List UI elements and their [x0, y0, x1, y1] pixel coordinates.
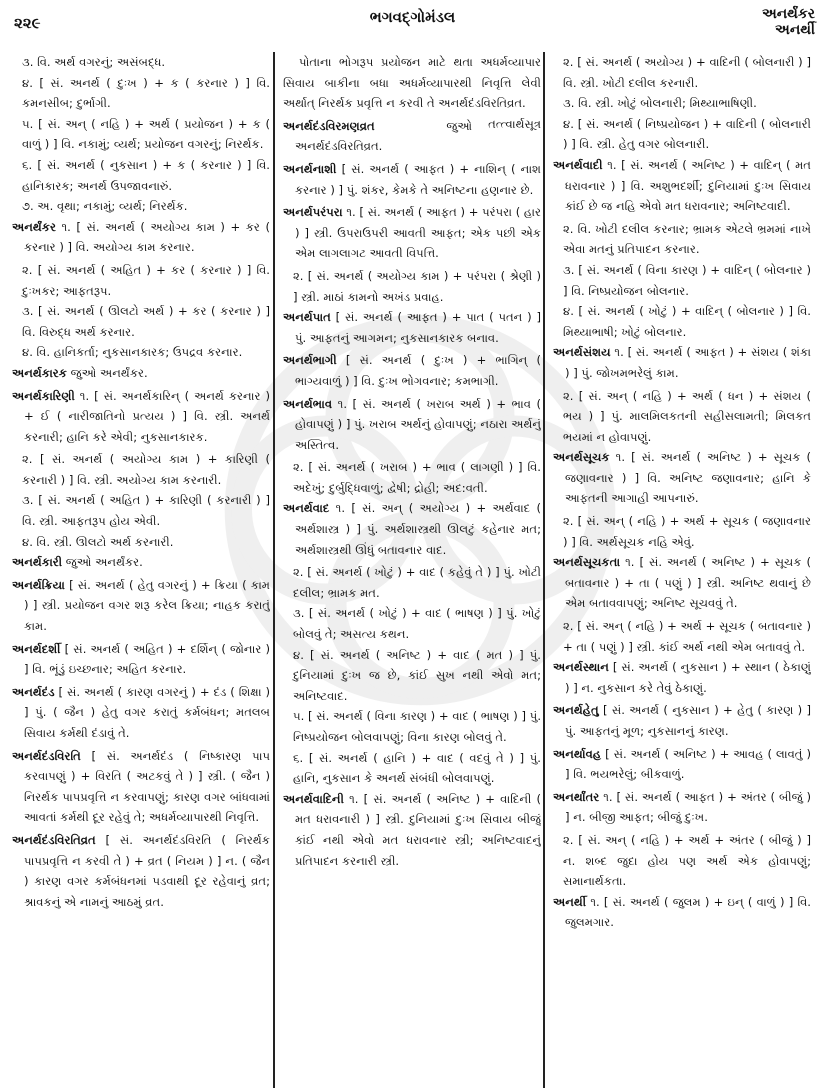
sense-entry	[12, 260, 270, 301]
sense-entry	[12, 196, 270, 217]
headword: અનર્થકારિણી	[12, 388, 75, 403]
column-3	[553, 52, 811, 1088]
guide-words	[762, 6, 815, 38]
definition-text: ૪. વિ. સ્ત્રી. ઊલટો અર્થ કરનારી.	[22, 534, 174, 549]
guide-word-first: અનર્થંકર	[761, 6, 815, 22]
definition-text: ૨. [ સં. અનર્થ ( અયોગ્ય કામ ) + કારિણી ( કરનારી ) ] વિ. સ્ત્રી. અયોગ્ય કામ કરનારી.	[22, 452, 270, 487]
sense-entry	[12, 490, 270, 531]
headword: અનર્થાવહ	[553, 746, 602, 761]
headword: અનર્થવાદ	[283, 501, 330, 516]
headword: અનર્થભાવ	[283, 396, 333, 411]
definition-text: ૧. [ સં. અનર્થ ( ખરાબ અર્થ ) + ભાવ ( હોવાપણું ) ] પું. ખરાબ અર્થનું હોવાપણું; નઠારા અર્થનું અસ્તિત્વ.	[295, 396, 541, 452]
definition-text: ૬. [ સં. અનર્થ ( હાનિ ) + વાદ ( વદવું તે ) ] પું. હાનિ, નુકસાન કે અનર્થ સંબંધી બોલવાપણું.	[293, 750, 541, 786]
dictionary-entry	[12, 682, 270, 744]
headword: અનર્થદર્શી	[12, 641, 61, 656]
definition-text: ૩. વિ. સ્ત્રી. ખોટું બોલનારી; મિથ્યાભાષિણી.	[563, 96, 757, 111]
definition-text: [ સં. અનર્થ ( આફત ) + પાત ( પતન ) ] પું. આફતનું આગમન; નુકસાનકારક બનાવ.	[295, 310, 541, 345]
sense-entry	[12, 342, 270, 363]
definition-text: [ સં. અનર્થ ( નુકસાન ) + હેતુ ( કારણ ) ] પું. આફતનું મૂળ; નુકસાનનું કારણ.	[565, 703, 811, 738]
definition-text: ૧. [ સં. અનર્થ ( જુલમ ) + ઇન્ ( વાળું ) ] વિ. જુલમગાર.	[565, 894, 811, 930]
page-header	[0, 0, 825, 50]
definition-text: ૧. [ સં. અનર્થકારિન્ ( અનર્થ કરનાર ) + ઈ ( નારીજાતિનો પ્રત્યય ) ] વિ. સ્ત્રી. અનર્થ કરનારી; હાનિ કરે એવી; નુકસાનકારક.	[24, 388, 270, 444]
definition-text: ૭. અ. વૃથા; નકામું; વ્યર્થ; નિરર્થક.	[22, 199, 188, 214]
definition-text: ૧. [ સં. અનર્થ ( આફત ) + પરંપરા ( હાર ) ] સ્ત્રી. ઉપરાઉપરી આવતી આફત; એક પછી એક એમ લાગલાગટ આવતી વિપત્તિ.	[295, 205, 541, 261]
headword: અનર્થસૂચકતા	[553, 555, 621, 570]
headword: અનર્થંકર	[12, 219, 56, 234]
definition-text: ૩. [ સં. અનર્થ ( અહિત ) + કારિણી ( કરનારી ) ] વિ. સ્ત્રી. આફતરૂપ હોય એવી.	[22, 493, 270, 529]
dictionary-entry	[553, 700, 811, 741]
sense-entry	[12, 52, 270, 73]
definition-text: ૨. [ સં. અનર્થ ( ખોટું ) + વાદ ( કહેવું તે ) ] પું. ખોટી દલીલ; ભ્રામક મત.	[293, 565, 541, 600]
sense-entry	[553, 93, 811, 114]
definition-text: ૩. [ સં. અનર્થ ( વિના કારણ ) + વાદિન્ ( બોલનાર ) ] વિ. નિષ્પ્રયોજન બોલનાર.	[563, 262, 811, 298]
definition-text: ૧. [ સં. અનર્થ ( અનિષ્ટ ) + સૂચક ( બતાવનાર ) + તા ( પણું ) ] સ્ત્રી. અનિષ્ટ થવાનું છે એમ બતાવવાપણું; અનિષ્ટ સૂચવવું તે.	[565, 555, 811, 611]
dictionary-entry	[283, 307, 541, 348]
headword: અનર્થદંડવિરમણવ્રત	[283, 118, 375, 133]
definition-text: [ સં. અનર્થ ( અહિત ) + દર્શિન્ ( જોનાર ) ] વિ. ભૂંડું ઇચ્છનાર; અહિત કરનાર.	[24, 641, 270, 677]
definition-text: પોતાના ભોગરૂપ પ્રયોજન માટે થતા અધર્મવ્યાપાર સિવાય બાકીના બધા અધર્મવ્યાપારથી નિવૃત્તિ લેવી અર્થાત્ નિરર્થક પ્રવૃત્તિ ન કરવી તે અનર્થદંડવિરતિવ્રત.	[283, 55, 541, 111]
definition-text: ૨. વિ. ખોટી દલીલ કરનાર; ભ્રામક એટલે ભ્રમમાં નાખે એવા મતનું પ્રતિપાદન કરનાર.	[563, 221, 811, 257]
dictionary-entry	[553, 657, 811, 698]
definition-text: ૬. [ સં. અનર્થ ( નુકસાન ) + ક ( કરનાર ) ] વિ. હાનિકારક; અનર્થ ઉપજાવનારું.	[22, 157, 270, 193]
sense-entry	[553, 616, 811, 657]
sense-entry	[12, 449, 270, 490]
definition-text: ૪. [ સં. અનર્થ ( ખોટું ) + વાદિન્ ( બોલનાર ) ] વિ. મિથ્યાભાષી; ખોટું બોલનાર.	[563, 304, 811, 339]
citation-source: તત્ત્વાર્થસૂત્ર	[488, 116, 541, 131]
sense-entry	[12, 73, 270, 114]
sense-entry	[283, 748, 541, 789]
running-title: ભગવદ્ગોમંડલ	[369, 8, 456, 26]
page-number: ૨૨૯	[14, 14, 41, 32]
definition-text: ૩. [ સં. અનર્થ ( ઊલટો અર્થ ) + કર ( કરનાર ) ] વિ. વિરુદ્ધ અર્થ કરનાર.	[22, 304, 270, 339]
sense-entry	[283, 706, 541, 747]
headword: અનર્થભાગી	[283, 353, 337, 368]
definition-text: ૧. [ સં. અનર્થ ( અનિષ્ટ ) + વાદિની ( મત ધરાવનારી ) ] સ્ત્રી. દુનિયામાં દુઃખ સિવાય બીજું કાંઈ નથી એવો મત ધરાવનાર સ્ત્રી; અનિષ્ટવાદનું પ્રતિપાદન કરનારી સ્ત્રી.	[295, 791, 541, 868]
definition-text: ૨. [ સં. અનર્થ ( અયોગ્ય ) + વાદિની ( બોલનારી ) ] વિ. સ્ત્રી. ખોટી દલીલ કરનારી.	[563, 55, 811, 90]
definition-text: જુઓ અનર્થદંડવિરતિવ્રત.	[295, 118, 473, 154]
column-2	[283, 52, 541, 1088]
definition-text: ૫. [ સં. અનર્થ ( વિના કારણ ) + વાદ ( ભાષણ ) ] પું. નિષ્પ્રયોજન બોલવાપણું; વિના કારણ બોલવું તે.	[293, 709, 541, 744]
dictionary-entry	[12, 639, 270, 680]
column-rule-1	[273, 52, 275, 1088]
headword: અનર્થદંડવિરતિવ્રત	[12, 832, 96, 847]
sense-entry	[283, 266, 541, 307]
headword: અનર્થવાદી	[553, 157, 603, 172]
definition-text: ૧. [ સં. અનર્થ ( અયોગ્ય કામ ) + કર ( કરનાર ) ] વિ. અયોગ્ય કામ કરનાર.	[24, 219, 270, 255]
sense-entry	[12, 301, 270, 342]
headword: અનર્થાંતર	[553, 789, 600, 804]
definition-text: [ સં. અનર્થ ( આફત ) + નાશિન્ ( નાશ કરનાર ) ] પું. શંકર, કેમકે તે અનિષ્ટના હણનાર છે.	[295, 161, 541, 197]
dictionary-entry	[283, 350, 541, 391]
headword: અનર્થદંડ	[12, 684, 55, 699]
definition-text: જુઓ અનર્થંકર.	[65, 555, 143, 570]
dictionary-columns	[0, 52, 825, 1088]
definition-text: [ સં. અનર્થ ( હેતુ વગરનું ) + ક્રિયા ( કામ ) ] સ્ત્રી. પ્રયોજન વગર શરૂ કરેલ ક્રિયા; નાહક કરાતું કામ.	[24, 577, 270, 634]
headword: અનર્થકારી	[12, 555, 63, 570]
definition-text: [ સં. અનર્થ ( અનિષ્ટ ) + આવહ ( લાવતું ) ] વિ. ભયભરેલું; બીકવાળું.	[565, 746, 811, 782]
dictionary-entry	[283, 159, 541, 200]
sense-entry	[553, 830, 811, 892]
definition-text: ૫. [ સં. અન્ ( નહિ ) + અર્થ ( પ્રયોજન ) + ક ( વાળું ) ] વિ. નકામું; વ્યર્થ; પ્રયોજન વગરનું; નિરર્થક.	[22, 116, 270, 152]
sense-entry	[283, 562, 541, 603]
definition-text: ૨. [ સં. અન્ ( નહિ ) + અર્થ + સૂચક ( બતાવનાર ) + તા ( પણું ) ] સ્ત્રી. કાંઈ અર્થ નથી એમ બતાવવું તે.	[563, 619, 811, 654]
dictionary-entry	[283, 789, 541, 871]
dictionary-entry	[12, 386, 270, 448]
headword: અનર્થસૂચક	[553, 450, 610, 465]
definition-text: ૪. [ સં. અનર્થ ( અનિષ્ટ ) + વાદ ( મત ) ] પું. દુનિયામાં દુઃખ જ છે, કાંઈ સુખ નથી એવો મત; અનિષ્ટવાદ.	[293, 647, 541, 703]
headword: અનર્થહેતુ	[553, 703, 599, 718]
definition-text: [ સં. અનર્થ ( કારણ વગરનું ) + દંડ ( શિક્ષા ) ] પું. ( જૈન ) હેતુ વગર કરાતું કર્મબંધન; મતલબ સિવાય કર્મથી દંડાવું તે.	[24, 684, 270, 740]
sense-entry	[553, 260, 811, 301]
headword: અનર્થવાદિની	[283, 791, 344, 806]
dictionary-entry	[283, 394, 541, 456]
definition-text: ૪. [ સં. અનર્થ ( દુઃખ ) + ક ( કરનાર ) ] વિ. કમનસીબ; દુર્ભાગી.	[22, 75, 270, 111]
sense-entry	[12, 114, 270, 155]
definition-text: ૪. [ સં. અનર્થ ( નિષ્પ્રયોજન ) + વાદિની ( બોલનારી ) ] વિ. સ્ત્રી. હેતુ વગર બોલનારી.	[563, 116, 811, 152]
headword: અનર્થપાત	[283, 310, 331, 325]
definition-text: ૨. [ સં. અનર્થ ( ખરાબ ) + ભાવ ( લાગણી ) ] વિ. અદેખું; દુર્બુદ્ધિવાળું; દ્વેષી; દ્રોહી; અદ:વતી.	[293, 460, 541, 495]
definition-text: [ સં. અનર્થદંડ ( નિષ્કારણ પાપ કરવાપણું ) + વિરતિ ( અટકવું તે ) ] સ્ત્રી. ( જૈન ) નિરર્થક પાપપ્રવૃત્તિ ન કરવાપણું; કારણ વગર બાંધવામાં આવતાં કર્મથી દૂર રહેવું તે; અધર્મવ્યાપારથી નિવૃત્તિ.	[24, 748, 270, 825]
sense-entry	[553, 301, 811, 342]
definition-text: ૩. [ સં. અનર્થ ( ખોટું ) + વાદ ( ભાષણ ) ] પું. ખોટું બોલવું તે; અસત્ય કથન.	[293, 606, 541, 642]
dictionary-entry	[553, 892, 811, 933]
dictionary-entry	[12, 552, 270, 573]
headword: અનર્થકારક	[12, 365, 67, 380]
dictionary-entry	[12, 830, 270, 912]
sense-entry	[553, 114, 811, 155]
dictionary-entry	[553, 744, 811, 785]
definition-text: ૨. [ સં. અન્ ( નહિ ) + અર્થ ( ધન ) + સંશય ( ભય ) ] પું. માલમિલકતની સહીસલામતી; મિલકત ભયમાં ન હોવાપણું.	[563, 388, 811, 444]
dictionary-entry	[553, 552, 811, 614]
definition-text: ૧. [ સં. અન્ ( અયોગ્ય ) + અર્થવાદ ( અર્થશાસ્ત્ર ) ] પું. અર્થશાસ્ત્રથી ઊલટું કહેનાર મત; અર્થશાસ્ત્રથી ઊંધું બતાવનાર વાદ.	[295, 501, 541, 557]
headword: અનર્થી	[553, 894, 587, 909]
definition-text: [ સં. અનર્થ ( દુઃખ ) + ભાગિન્ ( ભાગ્યવાળું ) ] વિ. દુઃખ ભોગવનાર; કમભાગી.	[295, 353, 541, 388]
definition-text: ૩. વિ. અર્થ વગરનું; અસંબદ્ધ.	[22, 55, 166, 69]
column-1	[12, 52, 270, 1088]
sense-entry	[283, 603, 541, 644]
definition-text: [ સં. અનર્થદંડવિરતિ ( નિરર્થક પાપપ્રવૃત્તિ ન કરવી તે ) + વ્રત ( નિયમ ) ] ન. ( જૈન ) કારણ વગર કર્મબંધનમાં પડવાથી દૂર રહેવાનું વ્રત; શ્રાવકનું એ નામનું આઠમું વ્રત.	[24, 832, 270, 909]
dictionary-entry	[553, 155, 811, 217]
definition-text: [ સં. અનર્થ ( નુકસાન ) + સ્થાન ( ઠેકાણું ) ] ન. નુકસાન કરે તેવું ઠેકાણું.	[565, 660, 811, 695]
definition-text: ૧. [ સં. અનર્થ ( આફત ) + સંશય ( શંકા ) ] પું. જોખમભરેલું કામ.	[565, 345, 811, 380]
dictionary-entry	[12, 575, 270, 637]
dictionary-entry	[553, 342, 811, 383]
headword: અનર્થનાશી	[283, 161, 337, 176]
definition-text: ૧. [ સં. અનર્થ ( અનિષ્ટ ) + સૂચક ( જણાવનાર ) ] વિ. અનિષ્ટ જણાવનાર; હાનિ કે આફતની આગાહી આપનારું.	[565, 450, 811, 506]
headword: અનર્થસ્થાન	[553, 660, 609, 675]
dictionary-entry	[283, 202, 541, 264]
dictionary-entry	[12, 363, 270, 384]
sense-entry	[12, 532, 270, 553]
definition-text: ૨. [ સં. અન્ ( નહિ ) + અર્થ + અંતર ( બીજું ) ] ન. શબ્દ જુદા હોય પણ અર્થ એક હોવાપણું; સમાનાર્થકતા.	[563, 832, 811, 889]
definition-text: ૨. [ સં. અન્ ( નહિ ) + અર્થ + સૂચક ( જણાવનાર ) ] વિ. અર્થસૂચક નહિ એવું.	[563, 514, 811, 549]
sense-entry	[12, 155, 270, 196]
headword: અનર્થક્રિયા	[12, 577, 65, 592]
sense-entry	[553, 219, 811, 260]
definition-text: ૪. વિ. હાનિકર્તા; નુકસાનકારક; ઉપદ્રવ કરનાર.	[22, 345, 243, 360]
definition-text: ૧. [ સં. અનર્થ ( આફત ) + અંતર ( બીજું ) ] ન. બીજી આફત; બીજું દુઃખ.	[565, 789, 811, 825]
sense-entry	[553, 52, 811, 93]
headword: અનર્થસંશય	[553, 345, 611, 360]
headword: અનર્થપરંપરા	[283, 205, 343, 220]
sense-entry	[553, 386, 811, 448]
definition-text: ૨. [ સં. અનર્થ ( અહિત ) + કર ( કરનાર ) ] વિ. દુઃખકર; આફતરૂપ.	[22, 262, 270, 298]
dictionary-entry	[553, 787, 811, 828]
dictionary-entry	[283, 498, 541, 560]
column-rule-2	[543, 52, 545, 1088]
dictionary-entry	[553, 447, 811, 509]
headword: અનર્થદંડવિરતિ	[12, 748, 81, 763]
guide-word-last: અનર્થી	[775, 22, 815, 38]
sense-entry	[553, 511, 811, 552]
sense-entry	[283, 457, 541, 498]
dictionary-entry	[12, 217, 270, 258]
definition-text: ૧. [ સં. અનર્થ ( અનિષ્ટ ) + વાદિન્ ( મત ધરાવનાર ) ] વિ. અશુભદર્શી; દુનિયામાં દુઃખ સિવાય કાંઈ છે જ નહિ એવો મત ધરાવનાર; અનિષ્ટવાદી.	[565, 157, 811, 214]
definition-text: જુઓ અનર્થંકર.	[70, 365, 148, 380]
dictionary-entry	[12, 746, 270, 828]
definition-text: ૨. [ સં. અનર્થ ( અયોગ્ય કામ ) + પરંપરા ( શ્રેણી ) ] સ્ત્રી. માઠાં કામનો અખંડ પ્રવાહ.	[293, 268, 541, 304]
sense-entry	[283, 645, 541, 707]
